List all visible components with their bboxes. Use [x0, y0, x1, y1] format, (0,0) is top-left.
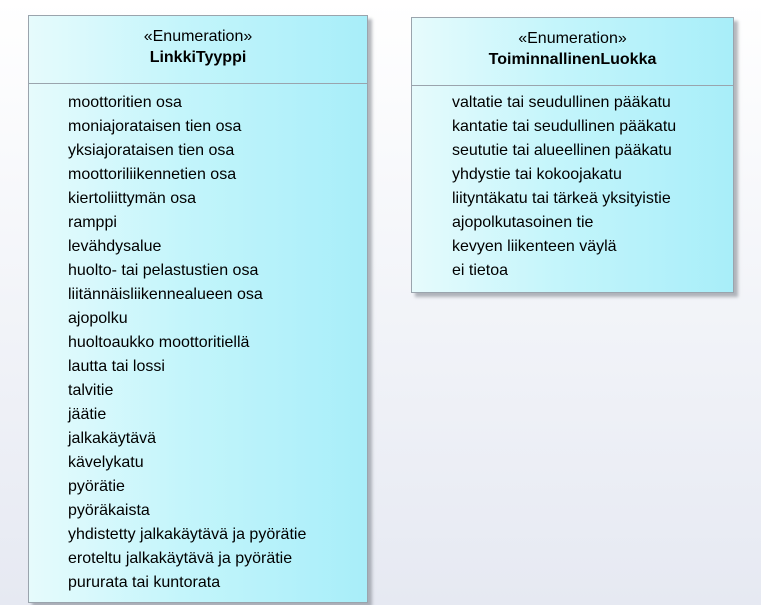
enum-name: LinkkiTyyppi — [149, 49, 247, 66]
enum-name: ToiminnallinenLuokka — [488, 51, 657, 68]
enum-literal: kantatie tai seudullinen pääkatu — [452, 118, 677, 135]
enum-literal: ei tietoa — [452, 262, 509, 279]
enum-literal: yhdistetty jalkakäytävä ja pyörätie — [68, 526, 307, 543]
enum-literal: talvitie — [68, 382, 114, 399]
enum-literal-list — [29, 84, 367, 595]
enum-literal: ajopolkutasoinen tie — [452, 214, 594, 231]
enum-literal: levähdysalue — [68, 238, 162, 255]
enum-literal: huoltoaukko moottoritiellä — [68, 334, 250, 351]
enum-literal: ajopolku — [68, 310, 128, 327]
enum-box-linkkityyppi[interactable] — [28, 15, 368, 603]
enum-literal: yhdystie tai kokoojakatu — [452, 166, 622, 183]
enum-literal: kevyen liikenteen väylä — [452, 238, 617, 255]
enum-literal: eroteltu jalkakäytävä ja pyörätie — [68, 550, 293, 567]
enum-literal: huolto- tai pelastustien osa — [68, 262, 259, 279]
enum-literal: moottoritien osa — [68, 94, 182, 111]
enum-literal: pyöräkaista — [68, 502, 150, 519]
enum-literal: kiertoliittymän osa — [68, 190, 197, 207]
enum-literal-list — [412, 86, 733, 283]
enum-literal: liityntäkatu tai tärkeä yksityistie — [452, 190, 671, 207]
enum-literal: yksiajorataisen tien osa — [68, 142, 235, 159]
enum-literal: moottoriliikennetien osa — [68, 166, 237, 183]
enum-literal: jalkakäytävä — [68, 430, 157, 447]
enum-literal: pururata tai kuntorata — [68, 574, 221, 591]
enum-literal: lautta tai lossi — [68, 358, 165, 375]
enum-literal: liitännäisliikennealueen osa — [68, 286, 263, 303]
enum-literal: kävelykatu — [68, 454, 144, 471]
enum-stereotype: «Enumeration» — [518, 30, 627, 47]
enum-literal: ramppi — [68, 214, 117, 231]
enum-literal: pyörätie — [68, 478, 125, 495]
enum-header — [412, 18, 733, 86]
enum-literal: moniajorataisen tien osa — [68, 118, 242, 135]
enum-header — [29, 16, 367, 84]
enum-stereotype: «Enumeration» — [143, 28, 253, 45]
enum-literal: seututie tai alueellinen pääkatu — [452, 142, 672, 159]
enum-literal: valtatie tai seudullinen pääkatu — [452, 94, 671, 111]
enum-box-toiminnallinenluokka[interactable] — [411, 17, 734, 293]
enum-literal: jäätie — [68, 406, 107, 423]
